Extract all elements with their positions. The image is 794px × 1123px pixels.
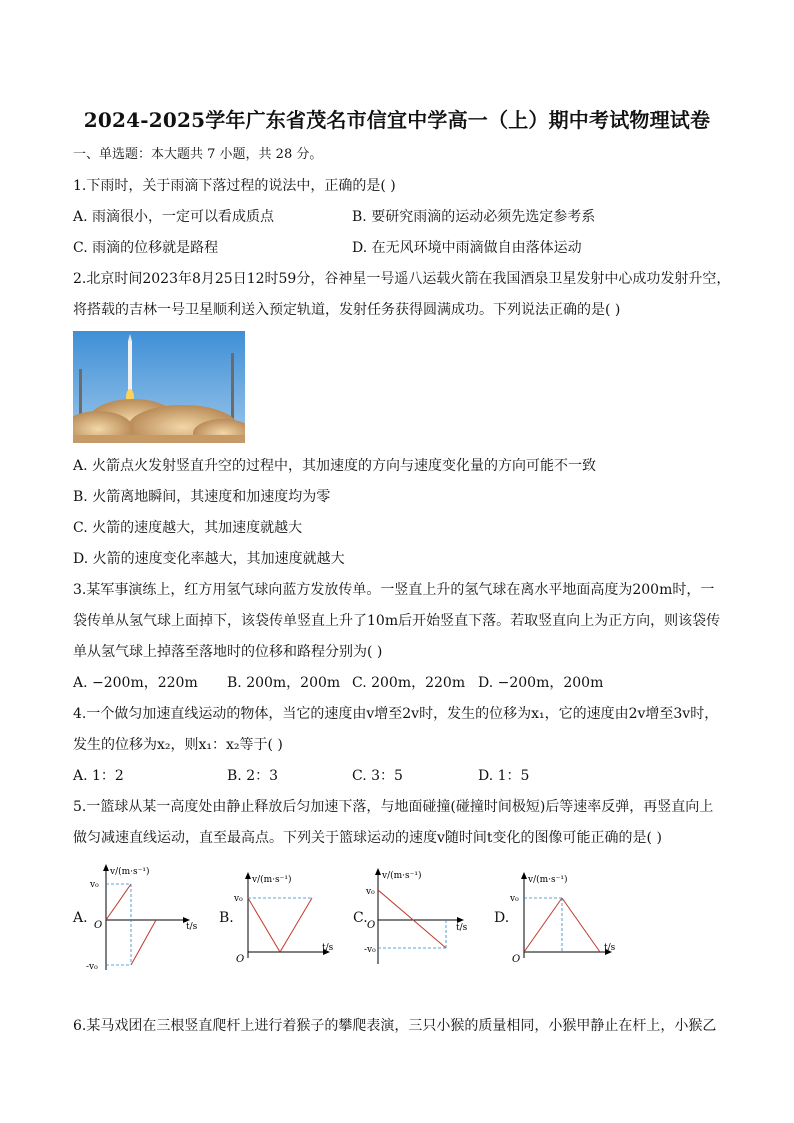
q4-stem-line2: 发生的位移为x₂，则x₁：x₂等于( ) xyxy=(73,737,283,753)
q5-graph-a-ylabel: v/(m·s⁻¹) xyxy=(110,867,150,877)
q3-stem-line2: 袋传单从氢气球上面掉下，该袋传单竖直上升了10m后开始竖直下落。若取竖直向上为正方向，则该袋传 xyxy=(73,613,721,629)
q4-option-a: A. 1：2 xyxy=(73,768,124,784)
q5-graph-d-ylabel: v/(m·s⁻¹) xyxy=(528,875,568,885)
q2-option-c: C. 火箭的速度越大，其加速度就越大 xyxy=(73,520,303,536)
q5-option-a-label: A. xyxy=(73,910,88,926)
q5-graph-a-neg-v0: -v₀ xyxy=(86,962,98,972)
q5-graph-d xyxy=(508,870,628,965)
q5-graph-c-origin: O xyxy=(367,920,376,931)
q5-graph-c-xlabel: t/s xyxy=(456,923,468,933)
q3-option-b: B. 200m，200m xyxy=(227,675,341,691)
q1-option-d: D. 在无风环境中雨滴做自由落体运动 xyxy=(352,240,582,256)
exam-title: 2024-2025学年广东省茂名市信宜中学高一（上）期中考试物理试卷 xyxy=(83,108,711,132)
q5-graph-b-xlabel: t/s xyxy=(322,943,334,953)
q6-stem-line1: 6.某马戏团在三根竖直爬杆上进行着猴子的攀爬表演，三只小猴的质量相同，小猴甲静止在杆上，小猴乙 xyxy=(73,1018,717,1034)
rocket-launch-photo xyxy=(73,331,245,443)
q5-graph-b-v0: v₀ xyxy=(234,894,243,904)
q5-option-c-label: C. xyxy=(353,910,368,926)
q4-option-c: C. 3：5 xyxy=(352,768,403,784)
q4-stem-line1: 4.一个做匀加速直线运动的物体，当它的速度由v增至2v时，发生的位移为x₁，它的速度由2v增至3v时， xyxy=(73,706,719,722)
q5-graph-c-v0: v₀ xyxy=(366,887,375,897)
q5-option-b-label: B. xyxy=(219,910,234,926)
q5-option-d-label: D. xyxy=(494,910,510,926)
q3-option-a: A. −200m，220m xyxy=(73,675,198,691)
q2-stem-line2: 将搭载的吉林一号卫星顺利送入预定轨道，发射任务获得圆满成功。下列说法正确的是( ) xyxy=(73,302,621,318)
q3-stem-line1: 3.某军事演练上，红方用氢气球向蓝方发放传单。一竖直上升的氢气球在离水平地面高度为200m时，一 xyxy=(73,582,715,598)
q1-option-b: B. 要研究雨滴的运动必须先选定参考系 xyxy=(352,209,596,225)
q5-graph-d-v0: v₀ xyxy=(510,894,519,904)
q5-graph-b-origin: O xyxy=(236,954,245,965)
section-heading: 一、单选题：本大题共 7 小题，共 28 分。 xyxy=(73,147,323,162)
q5-stem-line2: 做匀减速直线运动，直至最高点。下列关于篮球运动的速度v随时间t变化的图像可能正确的是( ) xyxy=(73,830,662,846)
q1-option-c: C. 雨滴的位移就是路程 xyxy=(73,240,219,256)
q2-option-d: D. 火箭的速度变化率越大，其加速度就越大 xyxy=(73,551,345,567)
q2-option-b: B. 火箭离地瞬间，其速度和加速度均为零 xyxy=(73,489,331,505)
q4-option-d: D. 1：5 xyxy=(478,768,530,784)
q5-graph-d-origin: O xyxy=(512,954,521,965)
q5-graph-b-ylabel: v/(m·s⁻¹) xyxy=(252,875,292,885)
q5-graph-c xyxy=(364,866,479,966)
q5-graph-c-ylabel: v/(m·s⁻¹) xyxy=(382,871,422,881)
q2-option-a: A. 火箭点火发射竖直升空的过程中，其加速度的方向与速度变化量的方向可能不一致 xyxy=(73,458,597,474)
q5-stem-line1: 5.一篮球从某一高度处由静止释放后匀加速下落，与地面碰撞(碰撞时间极短)后等速率反弹，再竖直向上 xyxy=(73,799,714,815)
q5-graph-a-xlabel: t/s xyxy=(186,922,198,932)
q5-graph-b xyxy=(230,870,345,965)
q2-stem-line1: 2.北京时间2023年8月25日12时59分，谷神星一号遥八运载火箭在我国酒泉卫星发射中心成功发射升空， xyxy=(73,271,731,287)
q5-graph-d-xlabel: t/s xyxy=(604,943,616,953)
q3-option-d: D. −200m，200m xyxy=(478,675,604,691)
q4-option-b: B. 2：3 xyxy=(227,768,279,784)
q5-graph-a-origin: O xyxy=(94,920,103,931)
q5-graph-a-v0: v₀ xyxy=(90,880,99,890)
q1-option-a: A. 雨滴很小，一定可以看成质点 xyxy=(73,209,275,225)
q3-stem-line3: 单从氢气球上掉落至落地时的位移和路程分别为( ) xyxy=(73,644,383,660)
q3-option-c: C. 200m，220m xyxy=(352,675,466,691)
q5-graph-a xyxy=(86,862,206,974)
q1-stem: 1.下雨时，关于雨滴下落过程的说法中，正确的是( ) xyxy=(73,178,396,194)
q5-graph-c-neg-v0: -v₀ xyxy=(364,945,376,955)
